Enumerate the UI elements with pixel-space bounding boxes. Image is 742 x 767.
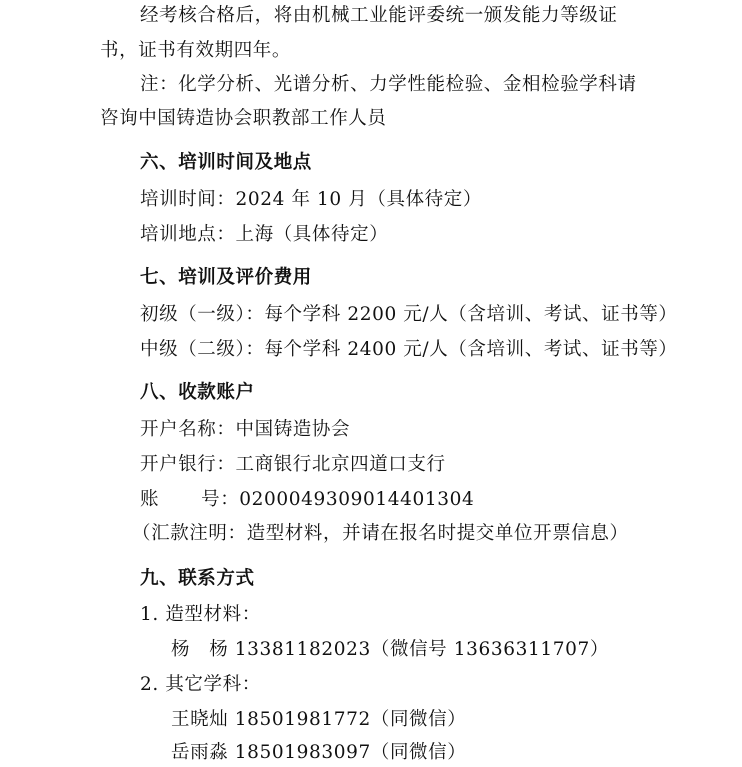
fee-level-2: 中级（二级）：每个学科 2400 元/人（含培训、考试、证书等） [140, 339, 678, 360]
section-7-heading: 七、培训及评价费用 [140, 267, 312, 288]
account-label-char1: 账 [140, 489, 160, 510]
contact-item-2-person-1: 王晓灿 18501981772（同微信） [171, 709, 467, 730]
contact-item-2-person-2: 岳雨淼 18501983097（同微信） [171, 742, 467, 763]
training-time: 培训时间：2024 年 10 月（具体待定） [140, 189, 482, 210]
contact-item-2-title: 2. 其它学科： [140, 674, 261, 695]
section-9-heading: 九、联系方式 [140, 568, 255, 589]
remittance-note: （汇款注明：造型材料，并请在报名时提交单位开票信息） [132, 523, 629, 544]
fee-level-1: 初级（一级）：每个学科 2200 元/人（含培训、考试、证书等） [140, 304, 678, 325]
contact-item-1-person [171, 638, 609, 662]
note-paragraph-line1: 注：化学分析、光谱分析、力学性能检验、金相检验学科请 [140, 74, 637, 95]
contact-item-1-title: 1. 造型材料： [140, 604, 261, 625]
account-name: 开户名称：中国铸造协会 [140, 419, 351, 440]
contact-1-name: 杨 杨 [171, 639, 229, 660]
section-6-heading: 六、培训时间及地点 [140, 152, 312, 173]
note-paragraph-line2: 咨询中国铸造协会职教部工作人员 [100, 108, 387, 129]
cert-paragraph-line1: 经考核合格后，将由机械工业能评委统一颁发能力等级证 [140, 5, 618, 26]
cert-paragraph-line2: 书，证书有效期四年。 [100, 40, 292, 61]
account-number-value: 号：0200049309014401304 [201, 489, 475, 510]
section-8-heading: 八、收款账户 [140, 382, 255, 403]
training-place: 培训地点：上海（具体待定） [140, 224, 389, 245]
account-number [140, 488, 474, 512]
bank-name: 开户银行：工商银行北京四道口支行 [140, 454, 446, 475]
contact-1-phone: 13381182023（微信号 13636311707） [234, 639, 609, 660]
